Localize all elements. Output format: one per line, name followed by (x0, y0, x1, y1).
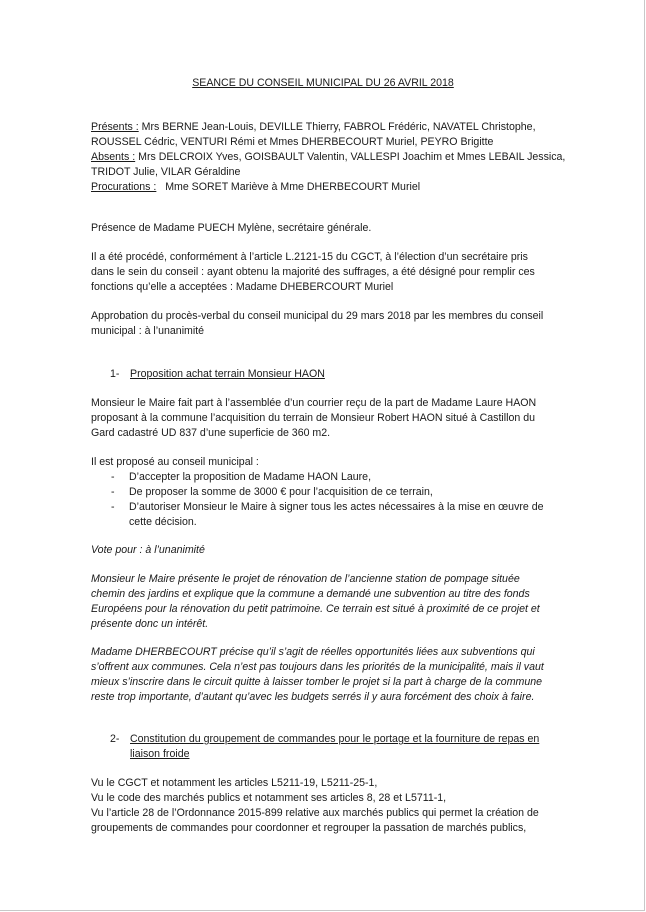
section-1-heading: Proposition achat terrain Monsieur HAON (130, 368, 325, 380)
list-item-text: D’autoriser Monsieur le Maire à signer tous les actes nécessaires à la mise en œuvre de (129, 501, 544, 513)
paragraph-line: Gard cadastré UD 837 d’une superficie de 360 m2. (91, 427, 331, 439)
paragraph-line: groupements de commandes pour coordonner et regrouper la passation de marchés publics, (91, 822, 527, 834)
paragraph-line: Madame DHERBECOURT précise qu’il s’agit de réelles opportunités liées aux subventions qui (91, 646, 535, 658)
paragraph-line: Monsieur le Maire fait part à l’assemblée d’un courrier reçu de la part de Madame Laure HAON (91, 397, 537, 409)
secretary-paragraph (91, 250, 553, 295)
absents-line-2: TRIDOT Julie, VILAR Géraldine (91, 166, 241, 178)
dherbecourt-paragraph (91, 645, 553, 705)
section-2-number: 2- (110, 733, 120, 745)
section-2-heading-line-1: Constitution du groupement de commandes pour le portage et la fourniture de repas en (130, 733, 540, 745)
paragraph-line: proposant à la commune l’acquisition du terrain de Monsieur Robert HAON situé à Castillon du (91, 412, 535, 424)
approval-line: municipal : à l’unanimité (91, 325, 205, 337)
list-item: - D’autoriser Monsieur le Maire à signer tous les actes nécessaires à la mise en œuvre de (111, 501, 544, 513)
vote-result: Vote pour : à l’unanimité (91, 544, 205, 556)
list-item-text: De proposer la somme de 3000 € pour l’acquisition de ce terrain, (129, 486, 433, 498)
paragraph-line: chemin des jardins et explique que la commune a demandé une subvention au titre des fonds (91, 588, 530, 600)
presents-line-1: Mrs BERNE Jean-Louis, DEVILLE Thierry, FABROL Frédéric, NAVATEL Christophe, (138, 121, 536, 133)
proposed-intro: Il est proposé au conseil municipal : (91, 456, 259, 468)
page-title: SEANCE DU CONSEIL MUNICIPAL DU 26 AVRIL 2018 (192, 77, 454, 89)
procurations-label: Procurations : (91, 181, 157, 193)
paragraph-line: Européens pour la rénovation du petit patrimoine. Ce terrain est situé à proximité de ce projet et (91, 603, 540, 615)
section-1-number: 1- (110, 368, 120, 380)
proposal-list (91, 470, 553, 530)
paragraph-line: Vu l’article 28 de l’Ordonnance 2015-899 relative aux marchés publics qui permet la création de (91, 807, 539, 819)
list-item: - De proposer la somme de 3000 € pour l’acquisition de ce terrain, (111, 486, 433, 498)
maire-paragraph (91, 572, 553, 632)
paragraph-line: s’offrent aux communes. Cela n’est pas toujours dans les priorités de la municipalité, mais il vaut (91, 661, 544, 673)
section-2-paragraph (91, 776, 553, 836)
paragraph-line: Monsieur le Maire présente le projet de rénovation de l’ancienne station de pompage située (91, 573, 520, 585)
list-item: - D’accepter la proposition de Madame HAON Laure, (111, 471, 372, 483)
absents-label: Absents : (91, 151, 136, 163)
presents-line-2: ROUSSEL Cédric, VENTURI Rémi et Mmes DHERBECOURT Muriel, PEYRO Brigitte (91, 136, 494, 148)
list-item-text: cette décision. (129, 516, 197, 528)
presence-text: Présence de Madame PUECH Mylène, secrétaire générale. (91, 222, 372, 234)
secretary-line: Il a été procédé, conformément à l’article L.2121-15 du CGCT, à l’élection d’un secrétaire pris (91, 251, 528, 263)
absents-line-1: Mrs DELCROIX Yves, GOISBAULT Valentin, VALLESPI Joachim et Mmes LEBAIL Jessica, (135, 151, 566, 163)
presents-block (91, 120, 566, 195)
approval-line: Approbation du procès-verbal du conseil municipal du 29 mars 2018 par les membres du conseil (91, 310, 544, 322)
secretary-line: fonctions qu’elle a acceptées : Madame DHEBERCOURT Muriel (91, 281, 394, 293)
paragraph-line: reste trop importante, d’autant qu’avec les budgets serrés il y aura forcément des choix à faire. (91, 691, 535, 703)
paragraph-line: Vu le CGCT et notamment les articles L5211-19, L5211-25-1, (91, 777, 378, 789)
paragraph-line: Vu le code des marchés publics et notamment ses articles 8, 28 et L5711-1, (91, 792, 447, 804)
section-1-paragraph (91, 396, 553, 441)
paragraph-line: présente donc un intérêt. (91, 618, 209, 630)
presents-label: Présents : (91, 121, 139, 133)
secretary-line: dans le sein du conseil : ayant obtenu la majorité des suffrages, a été désigné pour remplir ces (91, 266, 535, 278)
list-item-continuation (91, 515, 553, 530)
paragraph-line: mieux s’inscrire dans le circuit quitte à laisser tomber le projet si la part à charge de la commune (91, 676, 543, 688)
approval-paragraph (91, 309, 553, 339)
procurations-text: Mme SORET Mariève à Mme DHERBECOURT Muriel (156, 181, 421, 193)
list-item-text: D’accepter la proposition de Madame HAON Laure, (129, 471, 372, 483)
section-2-heading-line-2: liaison froide (130, 748, 190, 760)
